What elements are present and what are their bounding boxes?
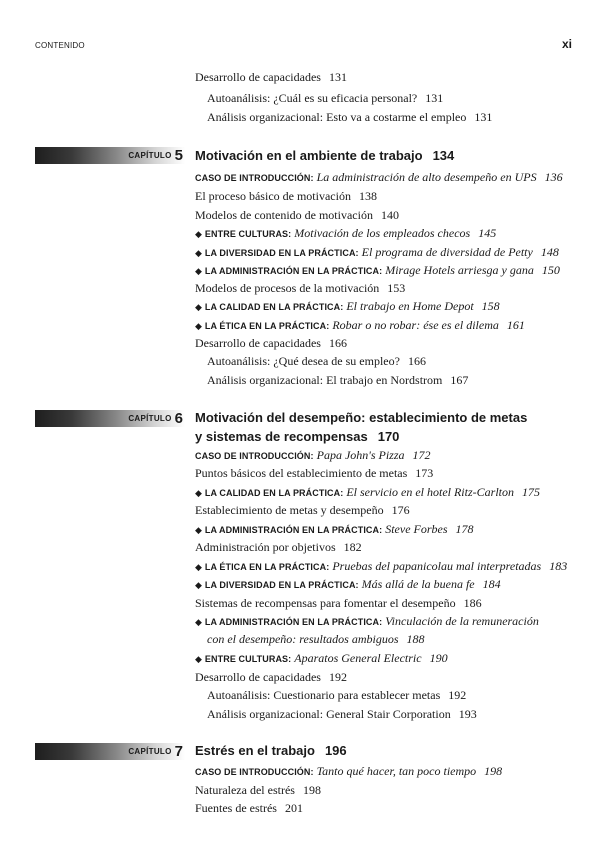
toc-entry[interactable]: ◆ LA ADMINISTRACIÓN EN LA PRÁCTICA: Steve Forbes 178 bbox=[195, 522, 474, 536]
page-number: xi bbox=[561, 37, 572, 51]
entry-page: 178 bbox=[455, 522, 474, 536]
entry-page: 148 bbox=[540, 245, 559, 259]
toc-entry[interactable]: ◆ LA CALIDAD EN LA PRÁCTICA: El trabajo en Home Depot 158 bbox=[195, 299, 500, 313]
entry-page: 131 bbox=[328, 70, 347, 84]
entry-page: 145 bbox=[478, 226, 497, 240]
entry-page: 166 bbox=[407, 354, 426, 368]
toc-entry[interactable]: ◆ LA ÉTICA EN LA PRÁCTICA: Robar o no robar: ése es el dilema 161 bbox=[195, 318, 525, 332]
chapter-word: CAPÍTULO bbox=[128, 414, 172, 423]
entry-page: 186 bbox=[463, 596, 482, 610]
toc-entry[interactable]: Establecimiento de metas y desempeño 176 bbox=[195, 503, 410, 517]
entry-page: 198 bbox=[484, 764, 503, 778]
entry-page: 166 bbox=[328, 336, 347, 350]
toc-entry[interactable]: Autoanálisis: ¿Cuál es su eficacia personal? 131 bbox=[207, 91, 444, 105]
chapter-page: 196 bbox=[324, 743, 347, 758]
diamond-bullet-icon: ◆ bbox=[195, 618, 202, 628]
chapter-number: 6 bbox=[174, 410, 183, 427]
running-head-section: CONTENIDO bbox=[35, 41, 85, 50]
diamond-bullet-icon: ◆ bbox=[195, 489, 202, 499]
chapter-5-title[interactable]: Motivación en el ambiente de trabajo 134 bbox=[195, 148, 455, 163]
chapter-word: CAPÍTULO bbox=[128, 151, 172, 160]
toc-entry[interactable]: CASO DE INTRODUCCIÓN: Tanto qué hacer, tan poco tiempo 198 bbox=[195, 764, 503, 778]
entry-page: 183 bbox=[549, 559, 568, 573]
toc-entry[interactable]: Sistemas de recompensas para fomentar el desempeño 186 bbox=[195, 596, 482, 610]
toc-entry[interactable]: ◆ LA ÉTICA EN LA PRÁCTICA: Pruebas del papanicolau mal interpretadas 183 bbox=[195, 559, 568, 573]
diamond-bullet-icon: ◆ bbox=[195, 655, 202, 665]
chapter-6-title[interactable]: Motivación del desempeño: establecimiento de metas bbox=[195, 410, 528, 425]
toc-entry[interactable]: Administración por objetivos 182 bbox=[195, 540, 362, 554]
entry-page: 192 bbox=[448, 688, 467, 702]
toc-entry[interactable]: Desarrollo de capacidades 131 bbox=[195, 70, 347, 84]
chapter-number: 5 bbox=[174, 147, 183, 164]
chapter-6-bar bbox=[35, 410, 185, 427]
chapter-6-title-line2[interactable]: y sistemas de recompensas 170 bbox=[195, 429, 400, 444]
diamond-bullet-icon: ◆ bbox=[195, 581, 202, 591]
toc-entry[interactable]: CASO DE INTRODUCCIÓN: Papa John's Pizza 172 bbox=[195, 448, 431, 462]
toc-entry[interactable]: Naturaleza del estrés 198 bbox=[195, 783, 321, 797]
diamond-bullet-icon: ◆ bbox=[195, 303, 202, 313]
entry-page: 193 bbox=[458, 707, 477, 721]
entry-page: 131 bbox=[474, 110, 493, 124]
toc-entry[interactable]: Desarrollo de capacidades 166 bbox=[195, 336, 347, 350]
entry-page: 150 bbox=[541, 263, 560, 277]
toc-entry[interactable]: ◆ LA ADMINISTRACIÓN EN LA PRÁCTICA: Vinculación de la remuneración bbox=[195, 614, 539, 628]
entry-page: 138 bbox=[358, 189, 377, 203]
running-head bbox=[35, 37, 572, 51]
toc-entry[interactable]: Puntos básicos del establecimiento de metas 173 bbox=[195, 466, 434, 480]
toc-entry[interactable]: El proceso básico de motivación 138 bbox=[195, 189, 377, 203]
chapter-word: CAPÍTULO bbox=[128, 747, 172, 756]
chapter-7-bar bbox=[35, 743, 185, 760]
entry-page: 131 bbox=[425, 91, 444, 105]
entry-page: 153 bbox=[387, 281, 406, 295]
entry-page: 161 bbox=[506, 318, 525, 332]
entry-page: 136 bbox=[544, 170, 563, 184]
entry-page: 167 bbox=[450, 373, 469, 387]
entry-page: 158 bbox=[481, 299, 500, 313]
toc-entry[interactable]: ◆ LA ADMINISTRACIÓN EN LA PRÁCTICA: Mirage Hotels arriesga y gana 150 bbox=[195, 263, 560, 277]
entry-page: 175 bbox=[521, 485, 540, 499]
chapter-number: 7 bbox=[174, 743, 183, 760]
toc-entry[interactable]: ◆ LA DIVERSIDAD EN LA PRÁCTICA: Más allá de la buena fe 184 bbox=[195, 577, 501, 591]
diamond-bullet-icon: ◆ bbox=[195, 322, 202, 332]
chapter-7-title[interactable]: Estrés en el trabajo 196 bbox=[195, 743, 347, 758]
toc-entry[interactable]: Análisis organizacional: Esto va a costarme el empleo 131 bbox=[207, 110, 493, 124]
chapter-page: 170 bbox=[377, 429, 400, 444]
entry-page: 190 bbox=[429, 651, 448, 665]
toc-entry[interactable]: ◆ LA CALIDAD EN LA PRÁCTICA: El servicio en el hotel Ritz-Carlton 175 bbox=[195, 485, 540, 499]
toc-entry[interactable]: Autoanálisis: ¿Qué desea de su empleo? 166 bbox=[207, 354, 426, 368]
toc-entry[interactable]: CASO DE INTRODUCCIÓN: La administración de alto desempeño en UPS 136 bbox=[195, 170, 563, 184]
chapter-page: 134 bbox=[432, 148, 455, 163]
toc-entry[interactable]: Autoanálisis: Cuestionario para establecer metas 192 bbox=[207, 688, 467, 702]
entry-page: 182 bbox=[343, 540, 362, 554]
toc-entry[interactable]: Desarrollo de capacidades 192 bbox=[195, 670, 347, 684]
toc-entry[interactable]: ◆ LA DIVERSIDAD EN LA PRÁCTICA: El programa de diversidad de Petty 148 bbox=[195, 245, 559, 259]
entry-page: 172 bbox=[412, 448, 431, 462]
entry-page: 201 bbox=[284, 801, 303, 815]
entry-page: 173 bbox=[415, 466, 434, 480]
entry-page: 184 bbox=[482, 577, 501, 591]
entry-page: 188 bbox=[406, 632, 425, 646]
toc-entry[interactable]: Análisis organizacional: General Stair Corporation 193 bbox=[207, 707, 477, 721]
entry-page: 176 bbox=[391, 503, 410, 517]
toc-entry[interactable]: Modelos de procesos de la motivación 153 bbox=[195, 281, 406, 295]
toc-entry[interactable]: ◆ ENTRE CULTURAS: Motivación de los empleados checos 145 bbox=[195, 226, 497, 240]
chapter-5-bar bbox=[35, 147, 185, 164]
diamond-bullet-icon: ◆ bbox=[195, 526, 202, 536]
entry-page: 192 bbox=[328, 670, 347, 684]
toc-entry[interactable]: Fuentes de estrés 201 bbox=[195, 801, 303, 815]
diamond-bullet-icon: ◆ bbox=[195, 563, 202, 573]
toc-entry-continuation[interactable]: con el desempeño: resultados ambiguos 188 bbox=[207, 632, 425, 646]
entry-page: 140 bbox=[380, 208, 399, 222]
diamond-bullet-icon: ◆ bbox=[195, 230, 202, 240]
diamond-bullet-icon: ◆ bbox=[195, 249, 202, 259]
entry-page: 198 bbox=[302, 783, 321, 797]
diamond-bullet-icon: ◆ bbox=[195, 267, 202, 277]
toc-entry[interactable]: Análisis organizacional: El trabajo en Nordstrom 167 bbox=[207, 373, 469, 387]
toc-entry[interactable]: ◆ ENTRE CULTURAS: Aparatos General Electric 190 bbox=[195, 651, 448, 665]
toc-entry[interactable]: Modelos de contenido de motivación 140 bbox=[195, 208, 399, 222]
